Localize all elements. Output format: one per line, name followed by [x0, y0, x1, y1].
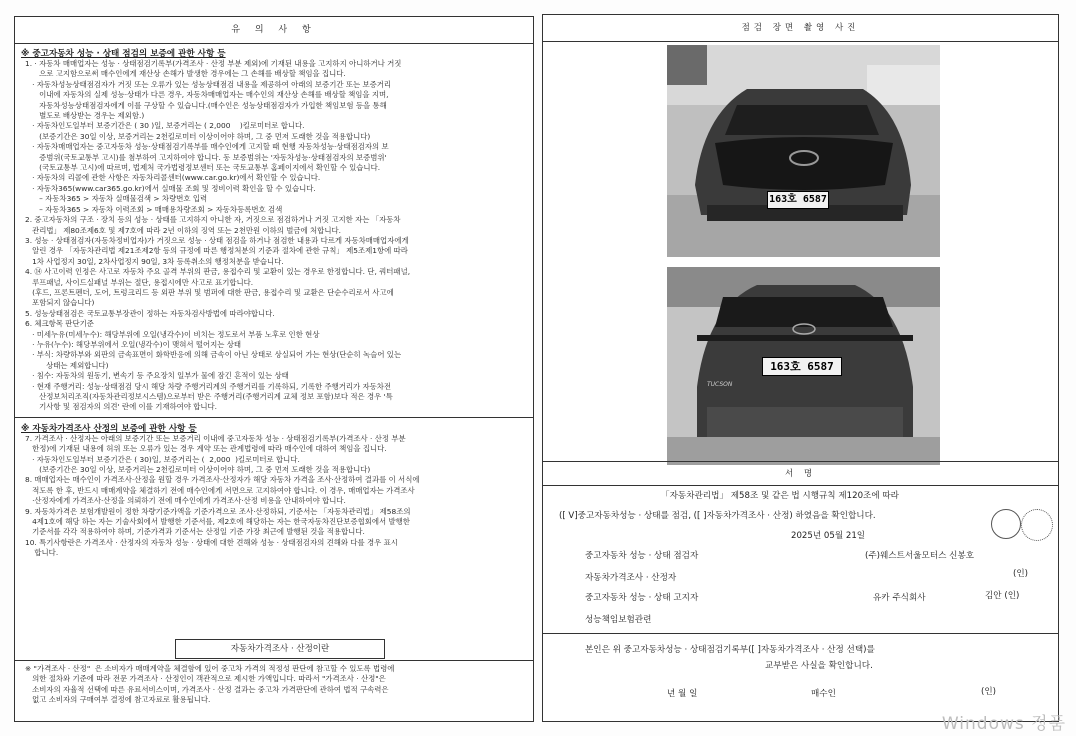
text-line: 루프패널, 사이드실패널 부위는 절단, 용접시에만 사고로 표기합니다.	[25, 277, 254, 287]
rear-car-photo	[667, 267, 940, 465]
text-line: · 자동차의 리콜에 관한 사항은 자동차리콜센터(www.car.go.kr)에서 확인할 수 있습니다.	[25, 173, 321, 183]
text-line: – 자동차365 > 자동차 이력조회 > 매매용차량조회 > 자동차등록번호 검색	[25, 204, 283, 214]
front-car-photo	[667, 45, 940, 257]
sign-law-text: 「자동차관리법」 제58조 및 같은 법 시행규칙 제120조에 따라	[661, 491, 899, 501]
notifier-label: 중고자동차 성능 · 상태 고지자	[585, 593, 699, 603]
text-line: 소비자의 자율적 선택에 따른 유료서비스이며, 가격조사 · 산정 결과는 중고차 가격판단에 관하여 법적 구속력은	[25, 684, 389, 694]
text-line: 4. ⑭ 사고이력 인정은 사고로 자동차 주요 골격 부위의 판금, 용접수리 및 교환이 있는 경우로 한정합니다. 단, 쿼터패널,	[25, 267, 411, 277]
sign-title: 서 명	[784, 469, 817, 479]
text-line: · 현재 주행거리: 성능·상태점검 당시 해당 차량 주행거리계의 주행거리를 기록하되, 기록한 주행거리가 자동차전	[25, 381, 392, 391]
sign-check-text: ([ V]중고자동차성능 · 상태를 점검, ([ ]자동차가격조사 · 산정) 하였음을 확인합니다.	[559, 511, 876, 521]
receipt-buyer-label: 매수인	[811, 689, 836, 699]
text-line: 상태는 제외합니다)	[25, 360, 109, 370]
receipt-date: 년 월 일	[667, 689, 698, 699]
section-divider	[15, 417, 533, 418]
sign-body	[543, 485, 1058, 486]
text-line: · 자동차인도일부터 보증기간은 ( 30)일, 보증거리는 ( 2,000 )킬로미터로 합니다.	[25, 454, 300, 464]
text-line: · 침수: 자동차의 원동기, 변속기 등 주요장치 일부가 물에 잠긴 흔적이 있는 상태	[25, 371, 289, 381]
text-line: 4제1호에 해당 하는 자는 기술사회에서 발행한 기준서를, 제2호에 해당하는 자는 한국자동차진단보증협회에서 발행한	[25, 517, 410, 527]
text-line: (국토교통부 고시)에 따르며, 법제처 국가법령정보센터 또는 국토교통부 홈페이지에서 확인할 수 있습니다.	[25, 163, 381, 173]
text-line: 포함되지 않습니다)	[25, 298, 95, 308]
photo-sign-panel	[542, 14, 1059, 722]
text-line: – 자동차365 > 자동차 실매물검색 > 차량번호 입력	[25, 194, 208, 204]
text-line: · 부식: 차량하부와 외판의 금속표면이 화학반응에 의해 금속이 아닌 상태로 상실되어 가는 현상(단순히 녹슬어 있는	[25, 350, 402, 360]
price-assessor-seal: (인)	[1013, 569, 1029, 579]
inspector-label: 중고자동차 성능 · 상태 점검자	[585, 551, 699, 561]
text-line: 증범위(국토교통부 고시)를 첨부하여 고지하여야 합니다. 동 보증범위는 '자동차성능·상태점검자의 보증범위'	[25, 152, 387, 162]
text-line: 10. 특기사항란은 가격조사 · 산정자의 자동차 성능 · 상태에 대한 견해와 성능 · 상태점검자의 견해와 다를 경우 표시	[25, 537, 398, 547]
text-line: 7. 가격조사 · 산정자는 아래의 보증기간 또는 보증거리 이내에 중고자동차 성능 · 상태점검기록부(가격조사 · 산정 부분	[25, 433, 406, 443]
text-line: (보증기간은 30일 이상, 보증거리는 2천킬로미터 이상이어야 하며, 그 중 먼저 도래한 것을 적용합니다)	[25, 131, 371, 141]
text-line: 합니다.	[25, 548, 59, 558]
text-line: ·산정자에게 가격조사·산정을 의뢰하기 전에 매수인에게 가격조사·산정 비용을 안내하여야 합니다.	[25, 496, 346, 506]
front-car-image	[667, 45, 940, 257]
text-line: 관리법」 제80조제6호 및 제7호에 따라 2년 이하의 징역 또는 2천만원 이하의 벌금에 처합니다.	[25, 225, 341, 235]
text-line: · 자동차인도일부터 보증기간은 ( 30 )일, 보증거리는 ( 2,000 )킬로미터로 합니다.	[25, 121, 305, 131]
text-line: 기준서를 각각 적용하여야 하며, 기준가격과 기준서는 산정일 기준 가장 최근에 발행된 것을 적용합니다.	[25, 527, 365, 537]
windows-watermark: Windows 정품	[941, 714, 1066, 734]
section2-title: ※ 자동차가격조사 산정의 보증에 관한 사항 등	[21, 423, 197, 434]
text-line: 2. 중고자동차의 구조 · 장치 등의 성능 · 상태를 고지하지 아니한 자, 거짓으로 점검하거나 거짓 고지한 자는 「자동차	[25, 215, 401, 225]
text-line: · 미세누유(미세누수): 해당부위에 오일(냉각수)이 비치는 정도로서 부품 노후로 인한 현상	[25, 329, 320, 339]
price-assessor-label: 자동차가격조사 · 산정자	[585, 573, 677, 583]
notifier-company: 유카 주식회사	[873, 593, 926, 603]
text-line: 5. 성능상태점검은 국토교통부장관이 정하는 자동차검사방법에 따라야합니다.	[25, 308, 275, 318]
front-license-plate: 163호 6587	[767, 191, 829, 209]
sign-header	[543, 461, 1058, 486]
insurance-label: 성능책임보험관련	[585, 615, 652, 625]
text-line: · 누유(누수): 해당부위에서 오일(냉각수)이 맺혀서 떨어지는 상태	[25, 339, 242, 349]
section1-body	[15, 59, 533, 413]
rear-license-plate: 163호 6587	[762, 357, 842, 376]
text-line: · 자동차365(www.car365.go.kr)에서 실매물 조회 및 정비이력 확인을 할 수 있습니다.	[25, 183, 316, 193]
text-line: 8. 매매업자는 매수인이 가격조사·산정을 원할 경우 가격조사·산정자가 해당 자동차 가격을 조사·산정하여 결과를 이 서식에	[25, 475, 420, 485]
text-line: 으로 고지함으로써 매수인에게 재산상 손해가 발생한 경우에는 그 손해를 배상할 책임을 집니다.	[25, 69, 346, 79]
receipt-seal: (인)	[981, 687, 997, 697]
text-line: 1차 사업정지 30일, 2차사업정지 90일, 3차 등록취소의 행정처분을 받습니다.	[25, 256, 284, 266]
text-line: 자동차성능상태점검자에게 이를 구상할 수 있습니다.(매수인은 성능상태점검자가 가입한 책임보험 등을 통해	[25, 100, 387, 110]
text-line: 알린 경우 「자동차관리법 제21조제2항 등의 규정에 따른 행정처분의 기준과 절차에 관한 규칙」 제5조제1항에 따라	[25, 246, 408, 256]
text-line: 기사항 및 점검자의 의견' 란에 이를 기재하여야 합니다.	[25, 402, 218, 412]
notifier-name: 김안 (인)	[985, 591, 1020, 601]
sign-date: 2025년 05월 21일	[791, 531, 866, 541]
section2-body	[15, 434, 533, 559]
company-seal-icon	[991, 509, 1021, 539]
notes-title: 유 의 사 항	[15, 17, 533, 44]
text-line: 없고 소비자의 구매여부 결정에 참고자료로 활용됩니다.	[25, 695, 211, 705]
text-line: · 자동차성능상태점검자가 거짓 또는 오류가 있는 성능상태점검 내용을 제공하여 아래의 보증기간 또는 보증거리	[25, 79, 392, 89]
price-box-body	[15, 660, 533, 706]
text-line: 3. 성능 · 상태점검자(자동차정비업자)가 거짓으로 성능 · 상태 점검을 하거나 점검한 내용과 다르게 자동차매매업자에게	[25, 235, 409, 245]
text-line: 9. 자동차가격은 보험개발원이 정한 차량기준가액을 기준가격으로 조사·산정하되, 기준서는 「자동차관리법」 제58조의	[25, 506, 411, 516]
text-line: 적도록 한 후, 반드시 매매계약을 체결하기 전에 매수인에게 서면으로 고지하여야 합니다. 이 경우, 매매업자는 가격조사	[25, 485, 415, 495]
text-line: 1. · 자동차 매매업자는 성능 · 상태점검기록부(가격조사 · 산정 부분 제외)에 기재된 내용을 고지하지 아니하거나 거짓	[25, 59, 402, 68]
text-line: 의한 절차와 기준에 따라 전문 가격조사 · 산정인이 객관적으로 제시한 가액입니다. 따라서 "가격조사 · 산정"은	[25, 674, 386, 684]
receipt-line1: 본인은 위 중고자동차성능 · 상태점검기록부([ ]자동차가격조사 · 산정 선택)를	[585, 645, 875, 655]
text-line: 6. 체크항목 판단기준	[25, 319, 94, 329]
text-line: ※ "가격조사 · 산정" 은 소비자가 매매계약을 체결함에 있어 중고차 가격의 적정성 판단에 참고할 수 있도록 법령에	[25, 664, 395, 673]
price-box-title: 자동차가격조사 · 산정이란	[175, 639, 385, 659]
notes-panel	[14, 16, 534, 722]
rear-model-emblem: TUCSON	[707, 381, 733, 388]
official-seal-icon	[1021, 509, 1053, 541]
text-line: (보증기간은 30일 이상, 보증거리는 2천킬로미터 이상이어야 하며, 그 중 먼저 도래한 것을 적용합니다)	[25, 465, 371, 475]
photo-title: 점검 장면 촬영 사진	[543, 15, 1058, 42]
text-line: · 자동차매매업자는 중고자동차 성능·상태점검기록부를 매수인에게 고지할 때 현행 자동차성능·상태점검자의 보	[25, 142, 389, 152]
text-line: 별도로 배상받는 경우는 제외함.)	[25, 111, 145, 121]
text-line: 이내에 자동차의 실제 성능·상태가 다른 경우, 자동차매매업자는 매수인의 재산상 손해를 배상할 책임을 지며,	[25, 90, 389, 100]
inspector-value: (주)웨스트서울모터스 신봉호	[865, 551, 975, 561]
text-line: 한정)에 기재된 내용에 허위 또는 오류가 있는 경우 계약 또는 관계법령에 따라 매수인에 대하여 책임을 집니다.	[25, 444, 387, 454]
receipt-line2: 교부받은 사실을 확인합니다.	[765, 661, 873, 671]
receipt-divider	[543, 633, 1058, 634]
text-line: 산정보처리조직(자동차관리정보시스템)으로부터 받은 주행거리(주행거리계 교체 정보 포함)보다 적은 경우 '특	[25, 392, 393, 401]
text-line: (후드, 프론트펜더, 도어, 트렁크리드 등 외판 부위 및 범퍼에 대한 판금, 용접수리 및 교환은 단순수리로서 사고에	[25, 287, 394, 297]
section1-title: ※ 중고자동차 성능 · 상태 점검의 보증에 관한 사항 등	[21, 49, 226, 59]
